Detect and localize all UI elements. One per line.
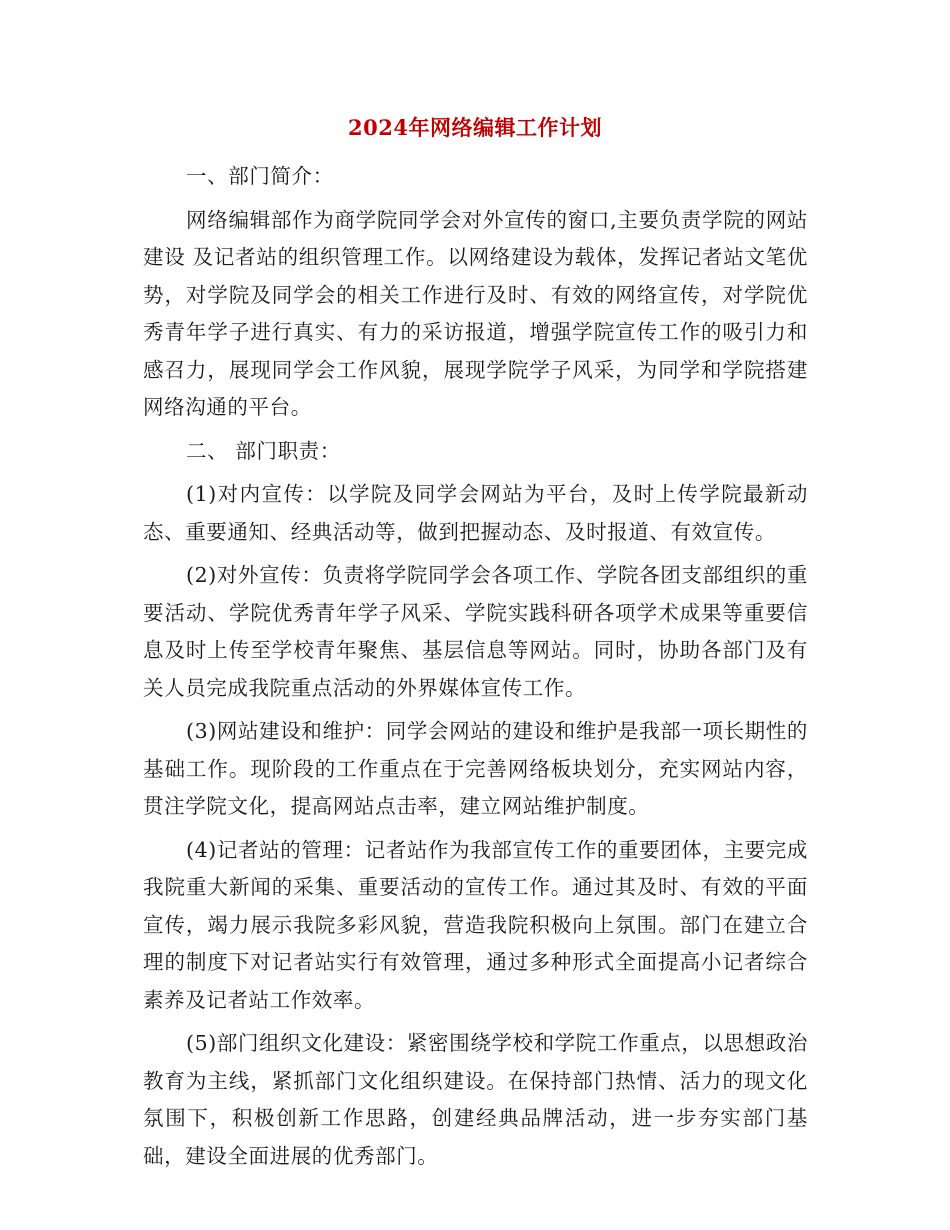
document-body — [143, 158, 808, 1181]
section-heading-department-duties: 二、 部门职责： — [186, 438, 341, 463]
paragraph-department-intro: 网络编辑部作为商学院同学会对外宣传的窗口,主要负责学院的网站建设 及记者站的组织管理工作。以网络建设为载体，发挥记者站文笔优势，对学院及同学会的相关工作进行及时、有效的网络宣传，对学院优秀青年学子进行真实、有力的采访报道，增强学院宣传工作的吸引力和感召力，展现同学会工作风貌，展现学院学子风采，为同学和学院搭建网络沟通的平台。 — [143, 207, 808, 419]
paragraph-duty-culture-building: (5)部门组织文化建设：紧密围绕学校和学院工作重点，以思想政治教育为主线，紧抓部门文化组织建设。在保持部门热情、活力的现文化氛围下，积极创新工作思路，创建经典品牌活动，进一步夯实部门基础，建设全面进展的优秀部门。 — [143, 1031, 808, 1168]
paragraph-duty-external-publicity: (2)对外宣传：负责将学院同学会各项工作、学院各团支部组织的重要活动、学院优秀青年学子风采、学院实践科研各项学术成果等重要信息及时上传至学校青年聚焦、基层信息等网站。同时，协助各部门及有关人员完成我院重点活动的外界媒体宣传工作。 — [143, 563, 808, 700]
paragraph-duty-website-maintenance: (3)网站建设和维护：同学会网站的建设和维护是我部一项长期性的基础工作。现阶段的工作重点在于完善网络板块划分，充实网站内容，贯注学院文化，提高网站点击率，建立网站维护制度。 — [143, 719, 808, 818]
paragraph-duty-reporter-station: (4)记者站的管理：记者站作为我部宣传工作的重要团体，主要完成我院重大新闻的采集、重要活动的宣传工作。通过其及时、有效的平面宣传，竭力展示我院多彩风貌，营造我院积极向上氛围。部门在建立合理的制度下对记者站实行有效管理，通过多种形式全面提高小记者综合素养及记者站工作效率。 — [143, 837, 808, 1012]
document-title: 2024年网络编辑工作计划 — [348, 115, 602, 140]
section-heading-department-intro: 一、部门简介： — [186, 164, 334, 188]
paragraph-duty-internal-publicity: (1)对内宣传：以学院及同学会网站为平台，及时上传学院最新动态、重要通知、经典活动等，做到把握动态、及时报道、有效宣传。 — [143, 482, 808, 544]
